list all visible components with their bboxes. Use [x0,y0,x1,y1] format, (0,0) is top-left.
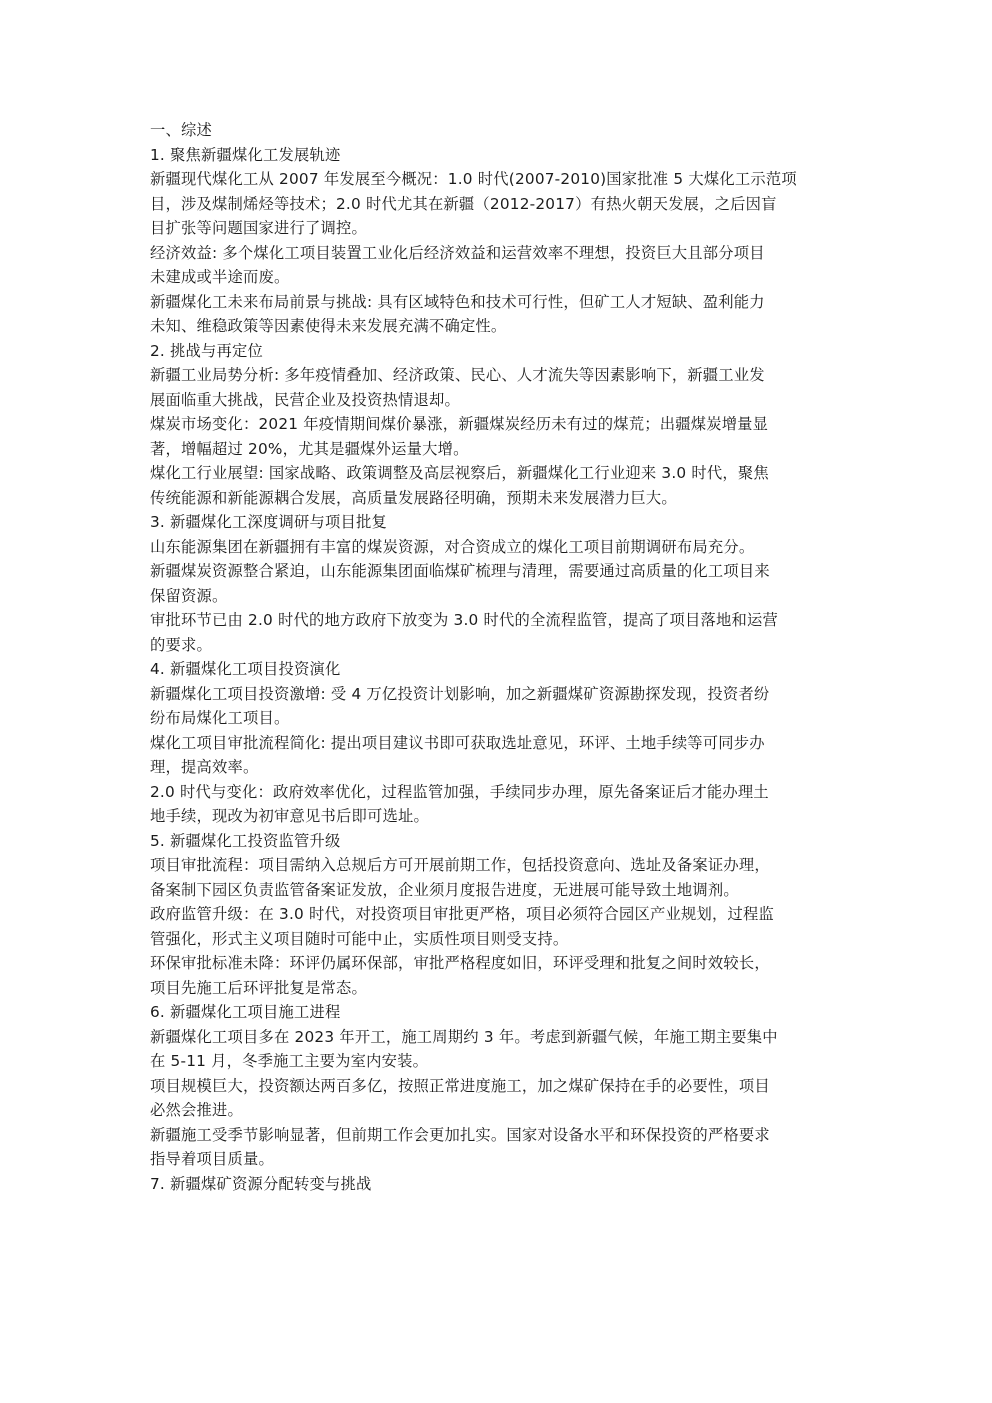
paragraph-line: 新疆煤化工未来布局前景与挑战: 具有区域特色和技术可行性，但矿工人才短缺、盈利能力 [150,292,765,311]
subsection-heading: 3. 新疆煤化工深度调研与项目批复 [150,513,388,531]
subsection-heading: 2. 挑战与再定位 [150,341,264,360]
paragraph-line: 管强化，形式主义项目随时可能中止，实质性项目则受支持。 [150,929,569,948]
paragraph-line: 著，增幅超过 20%，尤其是疆煤外运量大增。 [150,439,469,458]
paragraph-line: 煤炭市场变化：2021 年疫情期间煤价暴涨，新疆煤炭经历未有过的煤荒；出疆煤炭增量显 [150,415,769,433]
subsection-heading: 4. 新疆煤化工项目投资演化 [150,660,341,678]
paragraph-line: 纷布局煤化工项目。 [150,709,290,727]
paragraph-line: 展面临重大挑战，民营企业及投资热情退却。 [150,390,460,409]
subsection-heading: 6. 新疆煤化工项目施工进程 [150,1003,341,1021]
paragraph-line: 项目先施工后环评批复是常态。 [150,978,367,997]
paragraph-line: 的要求。 [150,635,212,654]
paragraph-line: 2.0 时代与变化：政府效率优化，过程监管加强，手续同步办理，原先备案证后才能办理土 [150,782,769,801]
document-body [150,118,850,1196]
paragraph-line: 审批环节已由 2.0 时代的地方政府下放变为 3.0 时代的全流程监管，提高了项目落地和运营 [150,611,778,629]
paragraph-line: 新疆煤化工项目多在 2023 年开工，施工周期约 3 年。考虑到新疆气候，年施工期主要集中 [150,1027,778,1046]
paragraph-line: 山东能源集团在新疆拥有丰富的煤炭资源，对合资成立的煤化工项目前期调研布局充分。 [150,537,755,556]
paragraph-line: 环保审批标准未降：环评仍属环保部，审批严格程度如旧，环评受理和批复之间时效较长， [150,954,770,972]
paragraph-line: 备案制下园区负责监管备案证发放，企业须月度报告进度，无进展可能导致土地调剂。 [150,880,739,899]
paragraph-line: 项目审批流程：项目需纳入总规后方可开展前期工作，包括投资意向、选址及备案证办理， [150,856,770,874]
paragraph-line: 新疆煤化工项目投资激增: 受 4 万亿投资计划影响，加之新疆煤矿资源勘探发现，投资者纷 [150,684,770,703]
paragraph-line: 地手续，现改为初审意见书后即可选址。 [150,807,429,825]
paragraph-line: 项目规模巨大，投资额达两百多亿，按照正常进度施工，加之煤矿保持在手的必要性，项目 [150,1076,770,1095]
paragraph-line: 指导着项目质量。 [150,1150,274,1168]
paragraph-line: 保留资源。 [150,586,228,605]
subsection-heading: 1. 聚焦新疆煤化工发展轨迹 [150,145,341,164]
paragraph-line: 未知、维稳政策等因素使得未来发展充满不确定性。 [150,317,507,335]
paragraph-line: 未建成或半途而废。 [150,268,290,286]
paragraph-line: 煤化工行业展望: 国家战略、政策调整及高层视察后，新疆煤化工行业迎来 3.0 时代，聚焦 [150,464,769,482]
paragraph-line: 目扩张等问题国家进行了调控。 [150,219,367,237]
subsection-heading: 7. 新疆煤矿资源分配转变与挑战 [150,1174,372,1193]
section-title: 一、综述 [150,121,212,139]
paragraph-line: 煤化工项目审批流程简化: 提出项目建议书即可获取选址意见，环评、土地手续等可同步办 [150,733,765,752]
paragraph-line: 必然会推进。 [150,1101,243,1119]
paragraph-line: 政府监管升级：在 3.0 时代，对投资项目审批更严格，项目必须符合园区产业规划，过程监 [150,905,774,923]
paragraph-line: 新疆施工受季节影响显著，但前期工作会更加扎实。国家对设备水平和环保投资的严格要求 [150,1125,770,1144]
paragraph-line: 新疆现代煤化工从 2007 年发展至今概况：1.0 时代(2007-2010)国家批准 5 大煤化工示范项 [150,170,797,188]
paragraph-line: 理，提高效率。 [150,758,259,776]
paragraph-line: 新疆工业局势分析: 多年疫情叠加、经济政策、民心、人才流失等因素影响下，新疆工业发 [150,366,765,384]
paragraph-line: 新疆煤炭资源整合紧迫，山东能源集团面临煤矿梳理与清理，需要通过高质量的化工项目来 [150,562,770,580]
paragraph-line: 在 5-11 月，冬季施工主要为室内安装。 [150,1052,429,1070]
paragraph-line: 经济效益: 多个煤化工项目装置工业化后经济效益和运营效率不理想，投资巨大且部分项目 [150,243,765,262]
paragraph-line: 目，涉及煤制烯烃等技术；2.0 时代尤其在新疆（2012-2017）有热火朝天发展，之后因盲 [150,194,777,213]
subsection-heading: 5. 新疆煤化工投资监管升级 [150,831,341,850]
paragraph-line: 传统能源和新能源耦合发展，高质量发展路径明确，预期未来发展潜力巨大。 [150,488,677,507]
